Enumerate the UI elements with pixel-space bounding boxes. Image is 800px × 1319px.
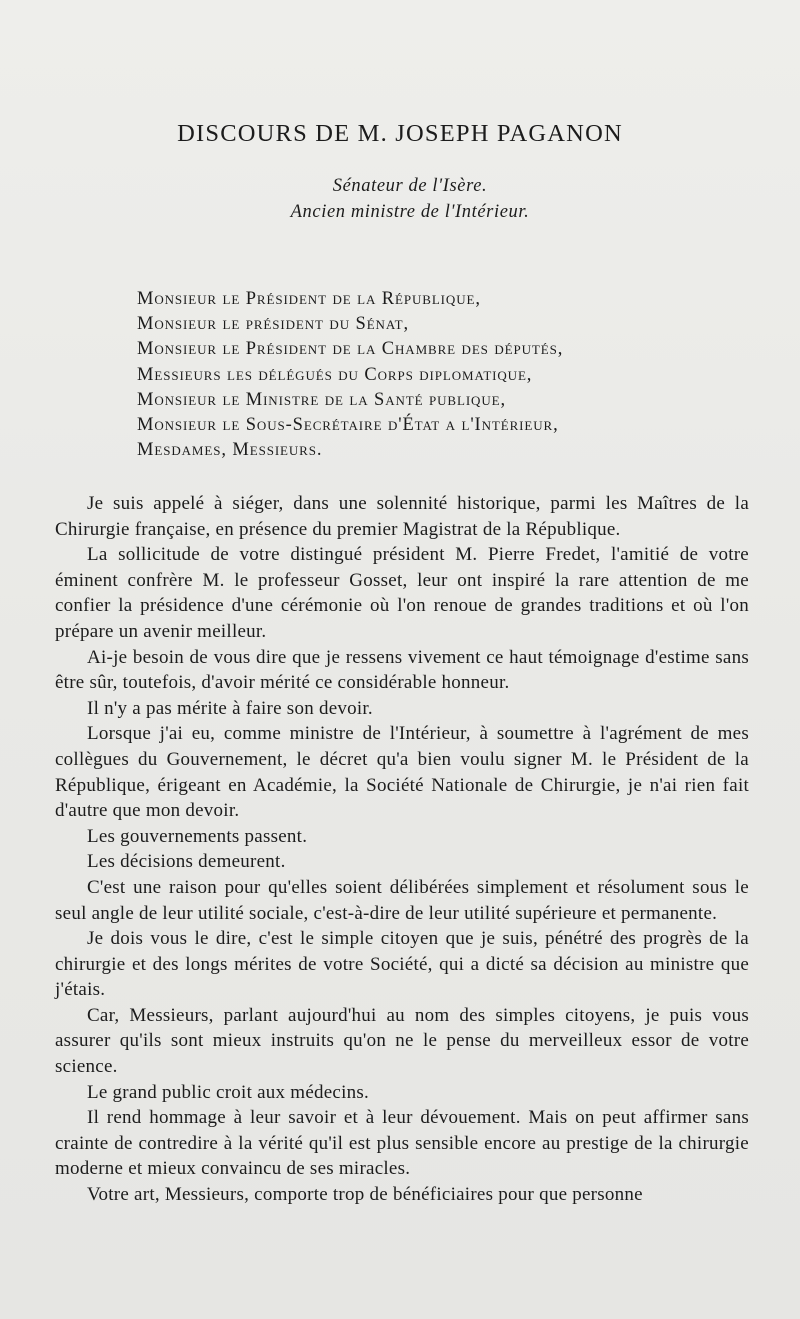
speech-body <box>55 491 749 1208</box>
paragraph: Car, Messieurs, parlant aujourd'hui au nom des simples citoyens, je puis vous assurer qu'ils sont mieux instruits qu'on ne le pense du merveilleux essor de votre science. <box>55 1004 749 1078</box>
paragraph: Le grand public croit aux médecins. <box>87 1081 370 1103</box>
paragraph: Lorsque j'ai eu, comme ministre de l'Intérieur, à soumettre à l'agrément de mes collègues du Gouvernement, le décret qu'a bien voulu signer M. le Président de la République, érigeant en Académie, la Société Nationale de Chirurgie, je n'ai rien fait d'autre que mon devoir. <box>55 723 749 822</box>
salutation-line: Monsieur le président du Sénat, <box>137 314 410 335</box>
paragraph: Il rend hommage à leur savoir et à leur dévouement. Mais on peut affirmer sans crainte de contredire à la vérité qu'il est plus sensible encore au prestige de la chirurgie moderne et mieux convaincu de ses miracles. <box>55 1107 749 1180</box>
paragraph: Je dois vous le dire, c'est le simple citoyen que je suis, pénétré des progrès de la chirurgie et des longs mérites de votre Société, qui a dicté sa décision au ministre que j'étais. <box>55 928 749 1001</box>
paragraph: C'est une raison pour qu'elles soient délibérées simplement et résolument sous le seul angle de leur utilité sociale, c'est-à-dire de leur utilité supérieure et permanente. <box>55 876 749 924</box>
speech-title: DISCOURS DE M. JOSEPH PAGANON <box>177 120 623 147</box>
paragraph: La sollicitude de votre distingué président M. Pierre Fredet, l'amitié de votre éminent confrère M. le professeur Gosset, leur ont inspiré la rare attention de me confier la présidence d'une cérémonie où l'on renoue de grandes traditions et où l'on prépare un avenir meilleur. <box>55 544 749 642</box>
salutation-list <box>137 287 757 463</box>
speaker-former-role: Ancien ministre de l'Intérieur. <box>290 202 530 222</box>
paragraph: Ai-je besoin de vous dire que je ressens vivement ce haut témoignage d'estime sans être sûr, toutefois, d'avoir mérité ce considérable honneur. <box>55 646 749 694</box>
paragraph: Votre art, Messieurs, comporte trop de bénéficiaires pour que personne <box>87 1184 643 1206</box>
paragraph: Il n'y a pas mérite à faire son devoir. <box>87 697 373 719</box>
salutation-line: Monsieur le Ministre de la Santé publique, <box>137 389 507 410</box>
salutation-line: Monsieur le Sous-Secrétaire d'État a l'Intérieur, <box>137 415 559 436</box>
paragraph: Les décisions demeurent. <box>87 851 286 873</box>
salutation-line: Messieurs les délégués du Corps diplomatique, <box>137 364 533 385</box>
paragraph: Je suis appelé à siéger, dans une solennité historique, parmi les Maîtres de la Chirurgie française, en présence du premier Magistrat de la République. <box>55 493 749 540</box>
salutation-line: Mesdames, Messieurs. <box>137 440 323 461</box>
paragraph: Les gouvernements passent. <box>87 825 308 847</box>
speaker-role: Sénateur de l'Isère. <box>332 176 488 196</box>
salutation-line: Monsieur le Président de la Chambre des députés, <box>137 339 564 360</box>
salutation-line: Monsieur le Président de la République, <box>137 289 481 309</box>
